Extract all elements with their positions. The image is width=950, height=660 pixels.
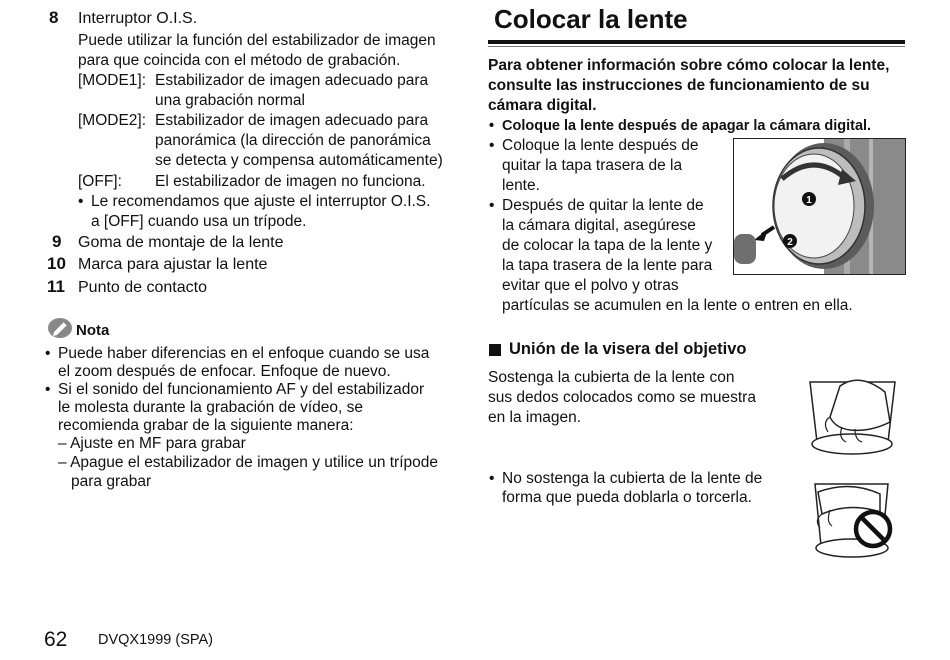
item-number: 9 — [52, 232, 62, 251]
item-title: Punto de contacto — [78, 279, 207, 296]
item-number: 10 — [47, 254, 66, 273]
marker-1: 1 — [806, 195, 812, 206]
warning-text: • No sostenga la cubierta de la lente de — [502, 469, 762, 488]
hood-text: en la imagen. — [488, 409, 582, 426]
nota-text: – Ajuste en MF para grabar — [58, 435, 246, 452]
hood-correct-illustration — [800, 372, 905, 462]
prohibited-icon — [852, 508, 894, 550]
mode-desc: El estabilizador de imagen no funciona. — [155, 173, 426, 190]
document-code: DVQX1999 (SPA) — [98, 632, 213, 648]
mode-desc: se detecta y compensa automáticamente) — [155, 152, 443, 169]
nota-text: el zoom después de enfocar. Enfoque de nuevo. — [58, 363, 391, 380]
intro-text: cámara digital. — [488, 97, 597, 114]
bullet-text: la tapa trasera de la lente para — [502, 257, 713, 274]
bold-bullet: • Coloque la lente después de apagar la cámara digital. — [502, 117, 871, 136]
lens-attach-illustration — [733, 138, 906, 275]
nota-text: • Si el sonido del funcionamiento AF y del estabilizador — [58, 380, 424, 399]
item-number: 8 — [49, 8, 59, 27]
bullet-text: evitar que el polvo y otras — [502, 277, 679, 294]
hood-text: Sostenga la cubierta de la lente con — [488, 369, 735, 386]
item-title: Goma de montaje de la lente — [78, 234, 284, 251]
tip-text: • Le recomendamos que ajuste el interruptor O.I.S. — [91, 192, 430, 211]
item-desc: para que coincida con el método de grabación. — [78, 52, 401, 69]
title-rule-thin — [488, 46, 905, 47]
bullet-text: • Después de quitar la lente de — [502, 196, 704, 215]
bullet-text: de colocar la tapa de la lente y — [502, 237, 713, 254]
mode-desc: Estabilizador de imagen adecuado para — [155, 72, 429, 89]
warning-text: forma que pueda doblarla o torcerla. — [502, 489, 752, 506]
mode-desc: Estabilizador de imagen adecuado para — [155, 112, 429, 129]
page-title: Colocar la lente — [494, 4, 688, 34]
title-rule — [488, 40, 905, 44]
mode-label: [OFF]: — [78, 173, 122, 190]
marker-2: 2 — [787, 237, 793, 248]
bullet-text: quitar la tapa trasera de la — [502, 157, 683, 174]
bullet-text: • Coloque la lente después de — [502, 136, 698, 155]
nota-text: • Puede haber diferencias en el enfoque cuando se usa — [58, 344, 429, 363]
nota-text: – Apague el estabilizador de imagen y utilice un trípode — [58, 454, 438, 471]
nota-text: le molesta durante la grabación de vídeo, se — [58, 399, 364, 416]
item-number: 11 — [47, 277, 65, 296]
section-square-icon — [489, 344, 501, 356]
bullet-text: la cámara digital, asegúrese — [502, 217, 696, 234]
intro-text: Para obtener información sobre cómo colocar la lente, — [488, 57, 890, 74]
nota-text: recomienda grabar de la siguiente manera: — [58, 417, 354, 434]
section-title: Unión de la visera del objetivo — [509, 340, 747, 358]
mode-label: [MODE2]: — [78, 112, 147, 129]
bullet-text: partículas se acumulen en la lente o entren en ella. — [502, 297, 853, 314]
nota-text: para grabar — [71, 473, 152, 490]
mode-desc: panorámica (la dirección de panorámica — [155, 132, 431, 149]
bullet-text: lente. — [502, 177, 540, 194]
mode-label: [MODE1]: — [78, 72, 147, 89]
item-title: Interruptor O.I.S. — [78, 10, 198, 27]
nota-title: Nota — [76, 322, 110, 339]
item-desc: Puede utilizar la función del estabilizador de imagen — [78, 32, 436, 49]
intro-text: consulte las instrucciones de funcionamiento de su — [488, 77, 870, 94]
nota-icon — [46, 316, 74, 340]
mode-desc: una grabación normal — [155, 92, 305, 109]
page-number: 62 — [44, 628, 68, 651]
tip-text: a [OFF] cuando usa un trípode. — [91, 213, 307, 230]
hood-text: sus dedos colocados como se muestra — [488, 389, 756, 406]
item-title: Marca para ajustar la lente — [78, 256, 268, 273]
